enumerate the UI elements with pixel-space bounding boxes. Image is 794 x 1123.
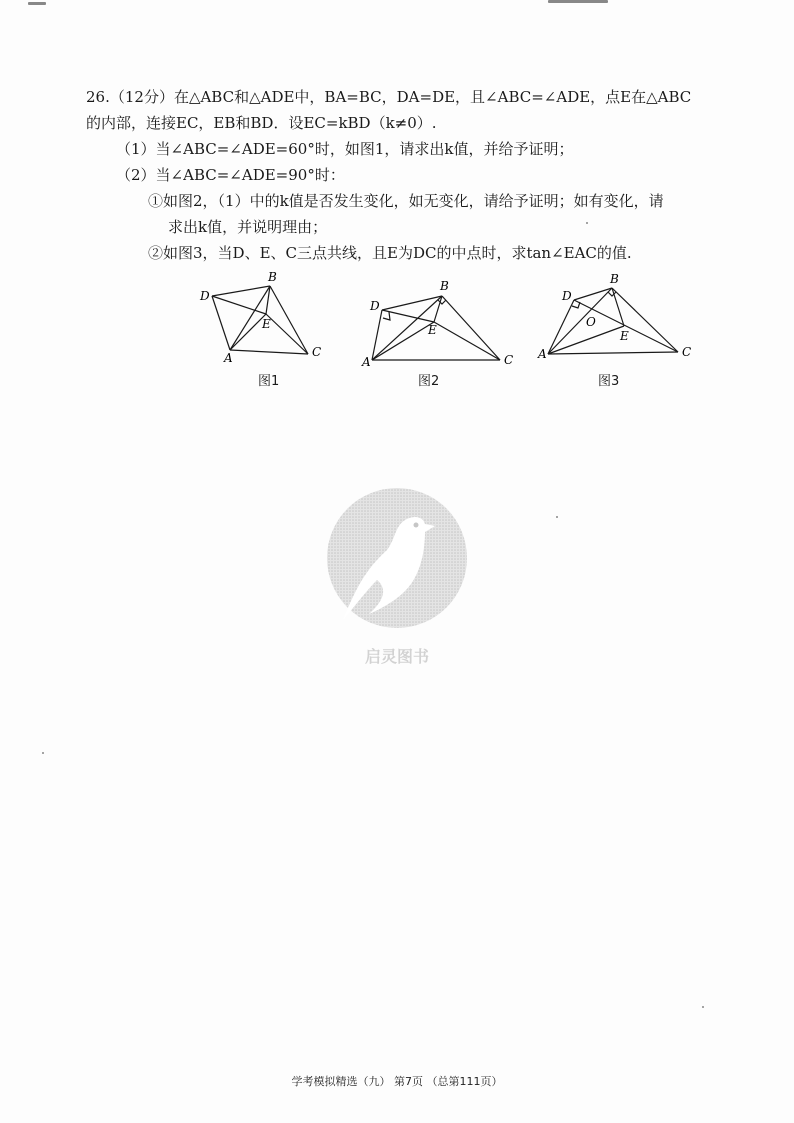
fig3-label-a: A (538, 347, 547, 361)
figure-1 (190, 268, 330, 398)
question-part-1: （1）当∠ABC=∠ADE=60°时，如图1，请求出k值，并给予证明； (116, 140, 574, 158)
scan-speck (586, 222, 588, 224)
watermark-logo (325, 480, 470, 670)
bird-logo-icon (325, 480, 470, 670)
page-footer: 学考模拟精选（九） 第7页 （总第111页） (291, 1075, 503, 1088)
figure-1-diagram (190, 268, 330, 368)
question-part-2: （2）当∠ABC=∠ADE=90°时： (116, 166, 345, 184)
figure-3-caption: 图3 (598, 374, 620, 389)
fig1-label-e: E (262, 317, 271, 331)
question-sub-1-line-1: ①如图2，（1）中的k值是否发生变化，如无变化，请给予证明；如有变化，请 (148, 192, 664, 210)
fig3-label-c: C (682, 345, 692, 359)
fig1-label-b: B (268, 270, 277, 284)
figure-3-diagram (536, 268, 696, 368)
question-sub-2: ②如图3，当D、E、C三点共线，且E为DC的中点时，求tan∠EAC的值. (148, 244, 632, 262)
fig2-label-a: A (362, 355, 371, 368)
fig3-label-d: D (562, 289, 572, 303)
scan-edge-mark (548, 0, 608, 3)
watermark-text: 启灵图书 (364, 647, 430, 666)
figure-3 (536, 268, 696, 398)
fig1-label-d: D (200, 289, 210, 303)
fig2-label-b: B (440, 279, 449, 293)
question-stem-line-2: 的内部，连接EC，EB和BD．设EC=kBD（k≠0）. (86, 114, 437, 132)
figures-row (190, 268, 710, 398)
scan-speck (42, 752, 44, 754)
figure-2-caption: 图2 (418, 374, 440, 389)
fig1-label-c: C (312, 345, 322, 359)
scan-speck (702, 1006, 704, 1008)
fig3-label-b: B (610, 272, 619, 286)
scan-speck (556, 516, 558, 518)
question-sub-1-line-2: 求出k值，并说明理由； (168, 218, 328, 236)
figure-2-diagram (358, 268, 518, 368)
fig1-label-a: A (224, 351, 233, 365)
fig2-label-d: D (370, 299, 380, 313)
question-26 (86, 84, 712, 266)
fig3-label-e: E (620, 329, 629, 343)
question-stem-line-1: 26.（12分）在△ABC和△ADE中，BA=BC，DA=DE，且∠ABC=∠ADE，点E在△ABC (86, 88, 692, 106)
scan-edge-mark (28, 2, 46, 5)
fig2-label-e: E (428, 323, 437, 337)
figure-1-caption: 图1 (258, 374, 280, 389)
figure-2 (358, 268, 518, 398)
fig2-label-c: C (504, 353, 514, 367)
fig3-label-o: O (586, 315, 596, 329)
